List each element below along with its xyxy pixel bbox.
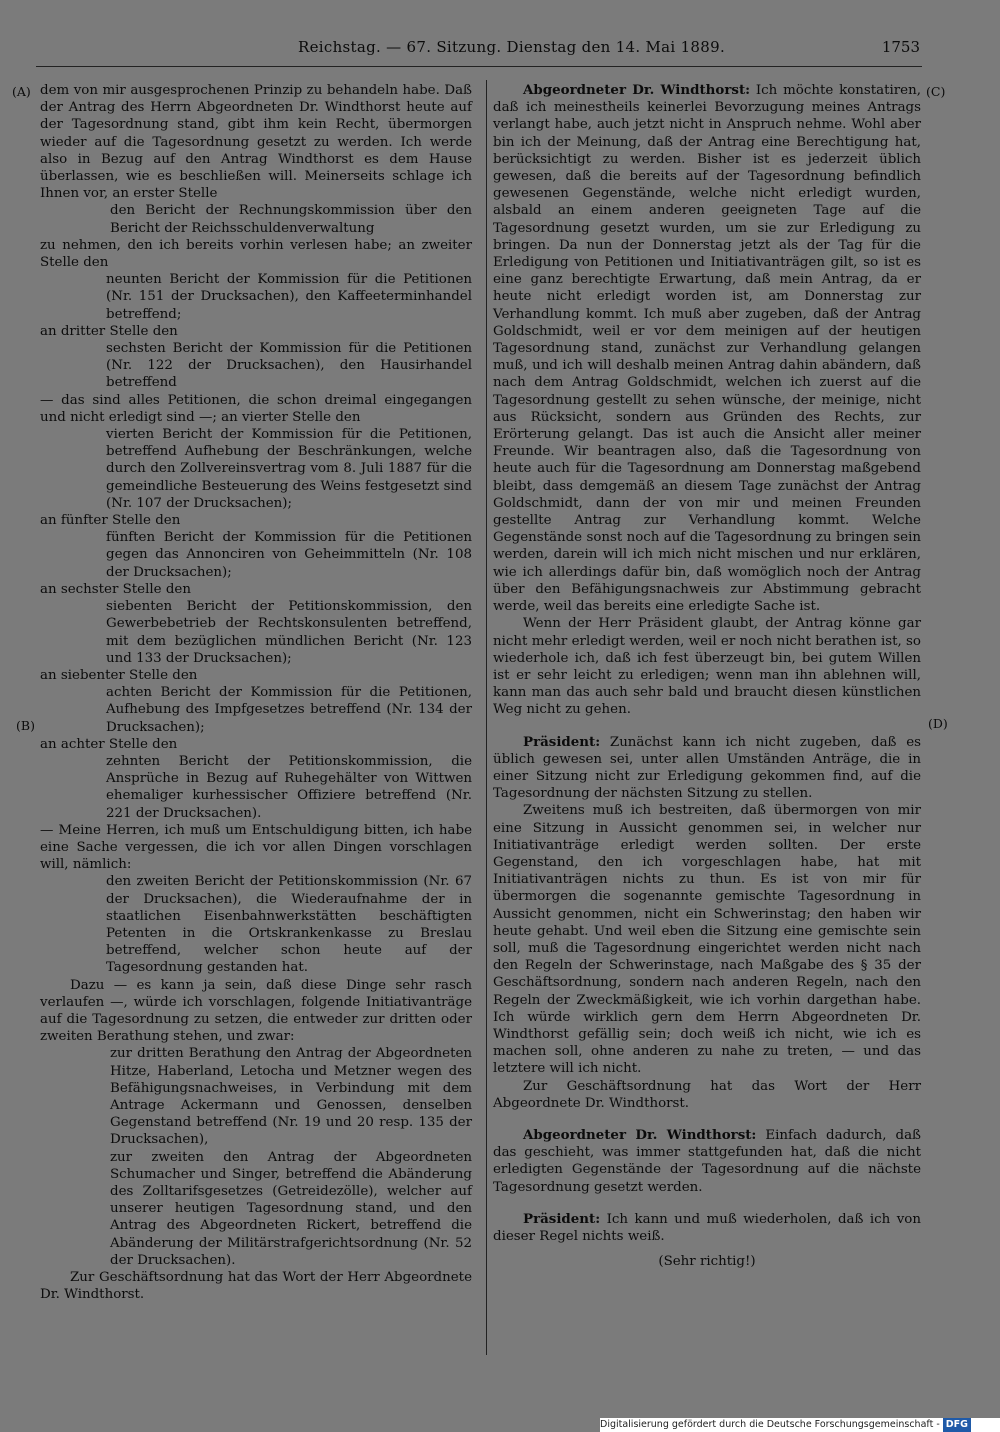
- paragraph: [40, 237, 472, 271]
- paragraph: [493, 734, 921, 803]
- paragraph: [40, 822, 472, 874]
- paragraph: [40, 873, 472, 976]
- header-rule: [36, 66, 922, 67]
- paragraph: [40, 271, 472, 323]
- paragraph-text: siebenten Bericht der Petitionskommission, den Gewerbebetrieb der Rechtskonsulenten betreffend, mit dem bezüglichen mündlichen Bericht (Nr. 123 und 133 der Drucksachen);: [106, 599, 472, 666]
- paragraph-text: an fünfter Stelle den: [40, 513, 181, 529]
- paragraph-text: dem von mir ausgesprochenen Prinzip zu behandeln habe. Daß der Antrag des Herrn Abgeordneten Dr. Windthorst heute auf der Tagesordnung stand, gibt ihm kein Recht, übermorgen wieder auf die Tagesordnung gesetzt zu werden. Ich werde also in Bezug auf den Antrag Windthorst es dem Hause überlassen, wie es beschließen will. Meinerseits schlage ich Ihnen vor, an erster Stelle: [40, 83, 472, 202]
- paragraph: [40, 340, 472, 392]
- page-number: 1753: [881, 38, 920, 56]
- paragraph: [40, 1269, 472, 1303]
- paragraph: [493, 1078, 921, 1112]
- paragraph: [40, 736, 472, 753]
- paragraph-text: an achter Stelle den: [40, 736, 178, 752]
- paragraph-text: neunten Bericht der Kommission für die Petitionen (Nr. 151 der Drucksachen), den Kaffeeterminhandel betreffend;: [106, 272, 472, 322]
- paragraph-text: zur dritten Berathung den Antrag der Abgeordneten Hitze, Haberland, Letocha und Metzner wegen des Befähigungsnachweises, in Verbindung mit dem Antrage Ackermann und Genossen, denselben Gegenstand betreffend (Nr. 19 und 20 resp. 135 der Drucksachen),: [110, 1046, 472, 1148]
- paragraph: [40, 323, 472, 340]
- margin-marker-b: (B): [16, 718, 35, 733]
- paragraph: [40, 581, 472, 598]
- paragraph-text: zur zweiten den Antrag der Abgeordneten Schumacher und Singer, betreffend die Abänderung des Zolltarifsgesetzes (Getreidezölle), welcher auf unserer heutigen Tagesordnung stand, und den Antrag des Abgeordneten Rickert, betreffend die Abänderung der Militärstrafgerichtsordnung (Nr. 52 der Drucksachen).: [110, 1149, 472, 1268]
- paragraph: [40, 753, 472, 822]
- paragraph-text: den Bericht der Rechnungskommission über den Bericht der Reichsschuldenverwaltung: [110, 203, 472, 236]
- paragraph: [493, 82, 921, 615]
- header-title: Reichstag. — 67. Sitzung. Dienstag den 14. Mai 1889.: [298, 38, 726, 56]
- paragraph: [40, 684, 472, 736]
- spacer: [493, 1196, 921, 1211]
- paragraph-text: — Meine Herren, ich muß um Entschuldigung bitten, ich habe eine Sache vergessen, die ich vor allen Dingen vorschlagen will, nämlich:: [40, 822, 472, 873]
- right-column: [493, 82, 921, 1270]
- paragraph-text: Wenn der Herr Präsident glaubt, der Antrag könne gar nicht mehr erledigt werden, weil er noch nicht berathen ist, so wiederhole ich, daß ich fest überzeugt bin, bei gutem Willen ist er sehr leicht zu erledigen; wenn man ihn ablehnen will, kann man das auch sehr bald und braucht diesen künstlichen Weg nicht zu gehen.: [493, 616, 921, 718]
- paragraph-text: Zunächst kann ich nicht zugeben, daß es üblich gewesen sei, unter allen Umständen Anträge, die in einer Sitzung nicht zur Erledigung gekommen find, auf die Tagesordnung der nächsten Sitzung zu stellen.: [493, 734, 921, 802]
- speaker-name: Präsident:: [523, 1210, 601, 1227]
- paragraph: [493, 1211, 921, 1245]
- paragraph-text: Zweitens muß ich bestreiten, daß übermorgen von mir eine Sitzung in Aussicht genommen sei, in welcher nur Initiativanträge erledigt werden sollten. Der erste Gegenstand, den ich vorgeschlagen habe, hat mit Initiativanträgen nichts zu thun. Es ist von mir für übermorgen die sogenannte gemischte Tagesordnung in Aussicht genommen, nicht ein Schwerinstag; den haben wir heute gehabt. Und weil eben die Sitzung eine gemischte sein soll, muß die Tagesordnung eingerichtet werden nicht nach den Regeln der Schwerinstage, nach Maßgabe des § 35 der Geschäftsordnung, sondern nach anderen Regeln, nach den Regeln der Zweckmäßigkeit, wie ich vorhin dargethan habe. Ich würde wirklich gern dem Herrn Abgeordneten Dr. Windthorst gefällig sein; doch weiß ich nicht, wie ich es machen soll, ohne anderen zu nahe zu treten, — und das letztere will ich nicht.: [493, 803, 921, 1077]
- paragraph-text: Zur Geschäftsordnung hat das Wort der Herr Abgeordnete Dr. Windthorst.: [40, 1270, 472, 1303]
- paragraph: [40, 1045, 472, 1148]
- paragraph: [40, 426, 472, 512]
- paragraph-text: vierten Bericht der Kommission für die Petitionen, betreffend Aufhebung der Beschränkungen, welche durch den Zollvereinsvertrag vom 8. Juli 1887 für die gemeindliche Besteuerung des Weins festgesetzt sind (Nr. 107 der Drucksachen);: [106, 427, 472, 511]
- speaker-name: Präsident:: [523, 733, 601, 750]
- paragraph-text: Ich möchte konstatiren, daß ich meinestheils keinerlei Bevorzugung meines Antrags verlangt habe, auch jetzt nicht in Anspruch nehme. Wohl aber bin ich der Meinung, daß der Antrag eine Berechtigung hat, berücksichtigt zu werden. Bisher ist es jederzeit üblich gewesen, daß die bereits auf der Tagesordnung befindlich gewesenen Gegenstände, welche nicht erledigt wurden, alsbald an einem anderen geeigneten Tage auf die Tagesordnung gesetzt wurden, um sie zur Erledigung zu bringen. Da nun der Donnerstag jetzt als der Tag für die Erledigung von Petitionen und Initiativanträgen gilt, so ist es eine ganz berechtigte Erwartung, daß mein Antrag, da er heute nicht erledigt worden ist, am Donnerstag zur Verhandlung kommt. Ich muß aber zugeben, daß der Antrag Goldschmidt, weil er vor dem meinigen auf der heutigen Tagesordnung stand, zunächst zur Verhandlung gelangen muß, und ich will deshalb meinen Antrag dahin abändern, daß nach dem Antrag Goldschmidt, welchen ich zuerst auf die Tagesordnung gestellt zu sehen wünsche, der meinige, nicht aus Rücksicht, sondern aus Gründen des Rechts, zur Erörterung gelangt. Das ist auch die Ansicht aller meiner Freunde. Wir beantragen also, daß die Tagesordnung von heute auch für die Tagesordnung am Donnerstag maßgebend bleibt, dass demgemäß an diesem Tage zunächst der Antrag Goldschmidt, dann der von mir und meinen Freunden gestellte Antrag zur Verhandlung kommt. Welche Gegenstände sonst noch auf die Tagesordnung zu bringen sein werden, darein will ich mich nicht mischen und nur erklären, wie ich allerdings dafür bin, daß womöglich noch der Antrag über den Befähigungsnachweis zur Abstimmung gebracht werde, weil das bereits eine erledigte Sache ist.: [493, 83, 921, 615]
- paragraph-text: Dazu — es kann ja sein, daß diese Dinge sehr rasch verlaufen —, würde ich vorschlagen, folgende Initiativanträge auf die Tagesordnung zu setzen, die entweder zur dritten oder zweiten Berathung stehen, und zwar:: [40, 977, 472, 1045]
- margin-marker-c: (C): [926, 84, 946, 99]
- margin-marker-a: (A): [12, 84, 31, 99]
- paragraph-text: den zweiten Bericht der Petitionskommission (Nr. 67 der Drucksachen), die Wiederaufnahme der in staatlichen Eisenbahnwerkstätten beschäftigten Petenten in die Ortskrankenkasse zu Breslau betreffend, welcher schon heute auf der Tagesordnung gestanden hat.: [106, 874, 472, 976]
- paragraph-text: Ich kann und muß wiederholen, daß ich von dieser Regel nichts weiß.: [493, 1211, 921, 1244]
- paragraph-text: — das sind alles Petitionen, die schon dreimal eingegangen und nicht erledigt sind —; an vierter Stelle den: [40, 392, 472, 425]
- spacer: [493, 1245, 921, 1253]
- spacer: [493, 719, 921, 734]
- footer-credit: [600, 1418, 1000, 1432]
- speaker-name: Abgeordneter Dr. Windthorst:: [523, 82, 751, 98]
- column-divider: [486, 80, 487, 1355]
- paragraph-text: achten Bericht der Kommission für die Petitionen, Aufhebung des Impfgesetzes betreffend (Nr. 134 der Drucksachen);: [106, 685, 472, 735]
- paragraph: [493, 802, 921, 1077]
- paragraph-text: fünften Bericht der Kommission für die Petitionen gegen das Annonciren von Geheimmitteln (Nr. 108 der Drucksachen);: [106, 530, 472, 580]
- footer-text: Digitalisierung gefördert durch die Deutsche Forschungsgemeinschaft -: [600, 1419, 940, 1430]
- paragraph-text: zu nehmen, den ich bereits vorhin verlesen habe; an zweiter Stelle den: [40, 237, 472, 271]
- speaker-name: Abgeordneter Dr. Windthorst:: [523, 1126, 757, 1143]
- paragraph-text: (Sehr richtig!): [658, 1254, 756, 1270]
- paragraph: [40, 598, 472, 667]
- paragraph-text: an siebenter Stelle den: [40, 667, 198, 683]
- paragraph-text: Zur Geschäftsordnung hat das Wort der Herr Abgeordnete Dr. Windthorst.: [493, 1078, 921, 1111]
- paragraph: [493, 1127, 921, 1196]
- paragraph: [493, 615, 921, 718]
- page-header: [40, 38, 920, 62]
- paragraph-text: zehnten Bericht der Petitionskommission, die Ansprüche in Bezug auf Ruhegehälter von Wittwen ehemaliger kurhessischer Offiziere betreffend (Nr. 221 der Drucksachen).: [106, 753, 472, 821]
- dfg-logo: DFG: [943, 1418, 971, 1432]
- paragraph: [493, 1253, 921, 1270]
- paragraph: [40, 202, 472, 236]
- paragraph: [40, 512, 472, 529]
- paragraph-text: Einfach dadurch, daß das geschieht, was immer stattgefunden hat, daß die nicht erledigten Gegenstände der Tagesordnung auf die nächste Tagesordnung gesetzt werden.: [493, 1127, 921, 1195]
- paragraph: [40, 529, 472, 581]
- paragraph: [40, 977, 472, 1046]
- paragraph-text: an dritter Stelle den: [40, 323, 178, 339]
- paragraph: [40, 82, 472, 202]
- paragraph: [40, 392, 472, 426]
- spacer: [493, 1112, 921, 1127]
- left-column: [40, 82, 472, 1303]
- margin-marker-d: (D): [928, 716, 948, 731]
- paragraph: [40, 667, 472, 684]
- paragraph-text: sechsten Bericht der Kommission für die Petitionen (Nr. 122 der Drucksachen), den Hausirhandel betreffend: [106, 341, 472, 391]
- paragraph-text: an sechster Stelle den: [40, 581, 191, 597]
- paragraph: [40, 1149, 472, 1269]
